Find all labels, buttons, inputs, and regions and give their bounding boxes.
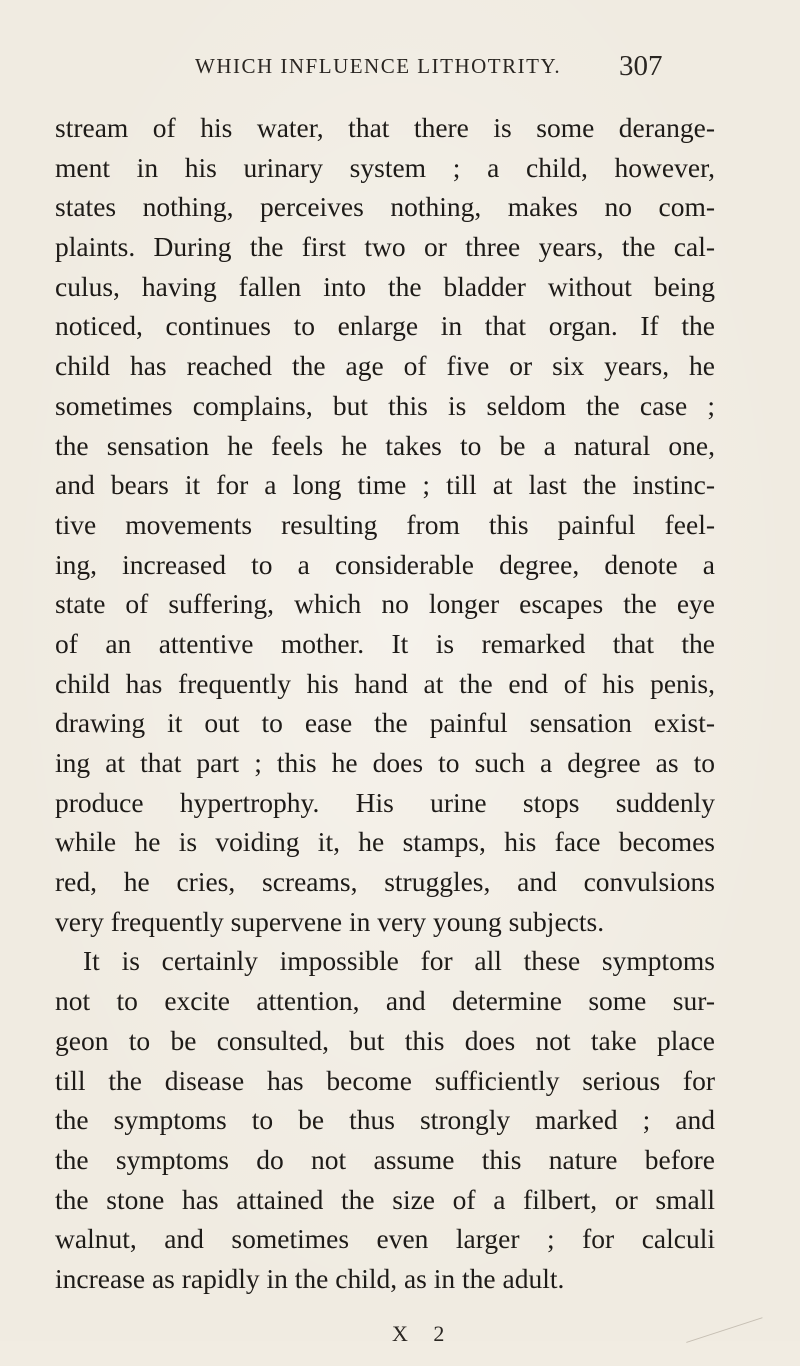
- text-line: very frequently supervene in very young subjects.: [55, 905, 605, 937]
- text-line: child has frequently his hand at the end of his penis,: [55, 667, 715, 699]
- running-title: WHICH INFLUENCE LITHOTRITY.: [195, 54, 562, 78]
- text-line: the symptoms do not assume this nature before: [55, 1143, 715, 1175]
- text-line: the sensation he feels he takes to be a natural one,: [55, 429, 715, 461]
- signature-mark: X 2: [392, 1326, 455, 1341]
- text-line: culus, having fallen into the bladder without being: [55, 270, 715, 302]
- text-line: till the disease has become sufficiently serious for: [55, 1064, 715, 1096]
- text-line: stream of his water, that there is some derange-: [55, 112, 715, 143]
- text-line: geon to be consulted, but this does not take place: [55, 1024, 715, 1056]
- text-line: the symptoms to be thus strongly marked ; and: [55, 1104, 715, 1136]
- running-head: [0, 50, 800, 90]
- text-line: plaints. During the first two or three years, the cal-: [55, 231, 715, 263]
- text-line: It is certainly impossible for all these symptoms: [83, 945, 715, 977]
- text-line: walnut, and sometimes even larger ; for calculi: [55, 1223, 715, 1255]
- text-line: ing at that part ; this he does to such a degree as to: [55, 747, 715, 778]
- text-line: and bears it for a long time ; till at last the instinc-: [55, 469, 715, 501]
- text-line: ing, increased to a considerable degree, denote a: [55, 548, 715, 580]
- text-line: not to excite attention, and determine some sur-: [55, 985, 715, 1017]
- text-line: state of suffering, which no longer escapes the eye: [55, 588, 715, 620]
- text-line: produce hypertrophy. His urine stops suddenly: [55, 786, 715, 818]
- text-line: drawing it out to ease the painful sensation exist-: [55, 707, 715, 739]
- text-line: tive movements resulting from this painful feel-: [55, 508, 715, 540]
- text-line: noticed, continues to enlarge in that organ. If the: [55, 310, 715, 342]
- text-line: sometimes complains, but this is seldom the case ;: [55, 389, 715, 421]
- body-text: [55, 108, 715, 1299]
- text-line: child has reached the age of five or six years, he: [55, 350, 715, 382]
- text-line: ment in his urinary system ; a child, however,: [55, 151, 715, 183]
- text-line: red, he cries, screams, struggles, and convulsions: [55, 866, 715, 898]
- text-line: while he is voiding it, he stamps, his face becomes: [55, 826, 715, 858]
- text-line: increase as rapidly in the child, as in the adult.: [55, 1262, 565, 1294]
- page-number: 307: [619, 50, 663, 82]
- page-corner-crease: [686, 1317, 770, 1365]
- text-line: states nothing, perceives nothing, makes no com-: [55, 191, 715, 223]
- text-line: the stone has attained the size of a filbert, or small: [55, 1183, 715, 1215]
- text-line: of an attentive mother. It is remarked that the: [55, 627, 715, 659]
